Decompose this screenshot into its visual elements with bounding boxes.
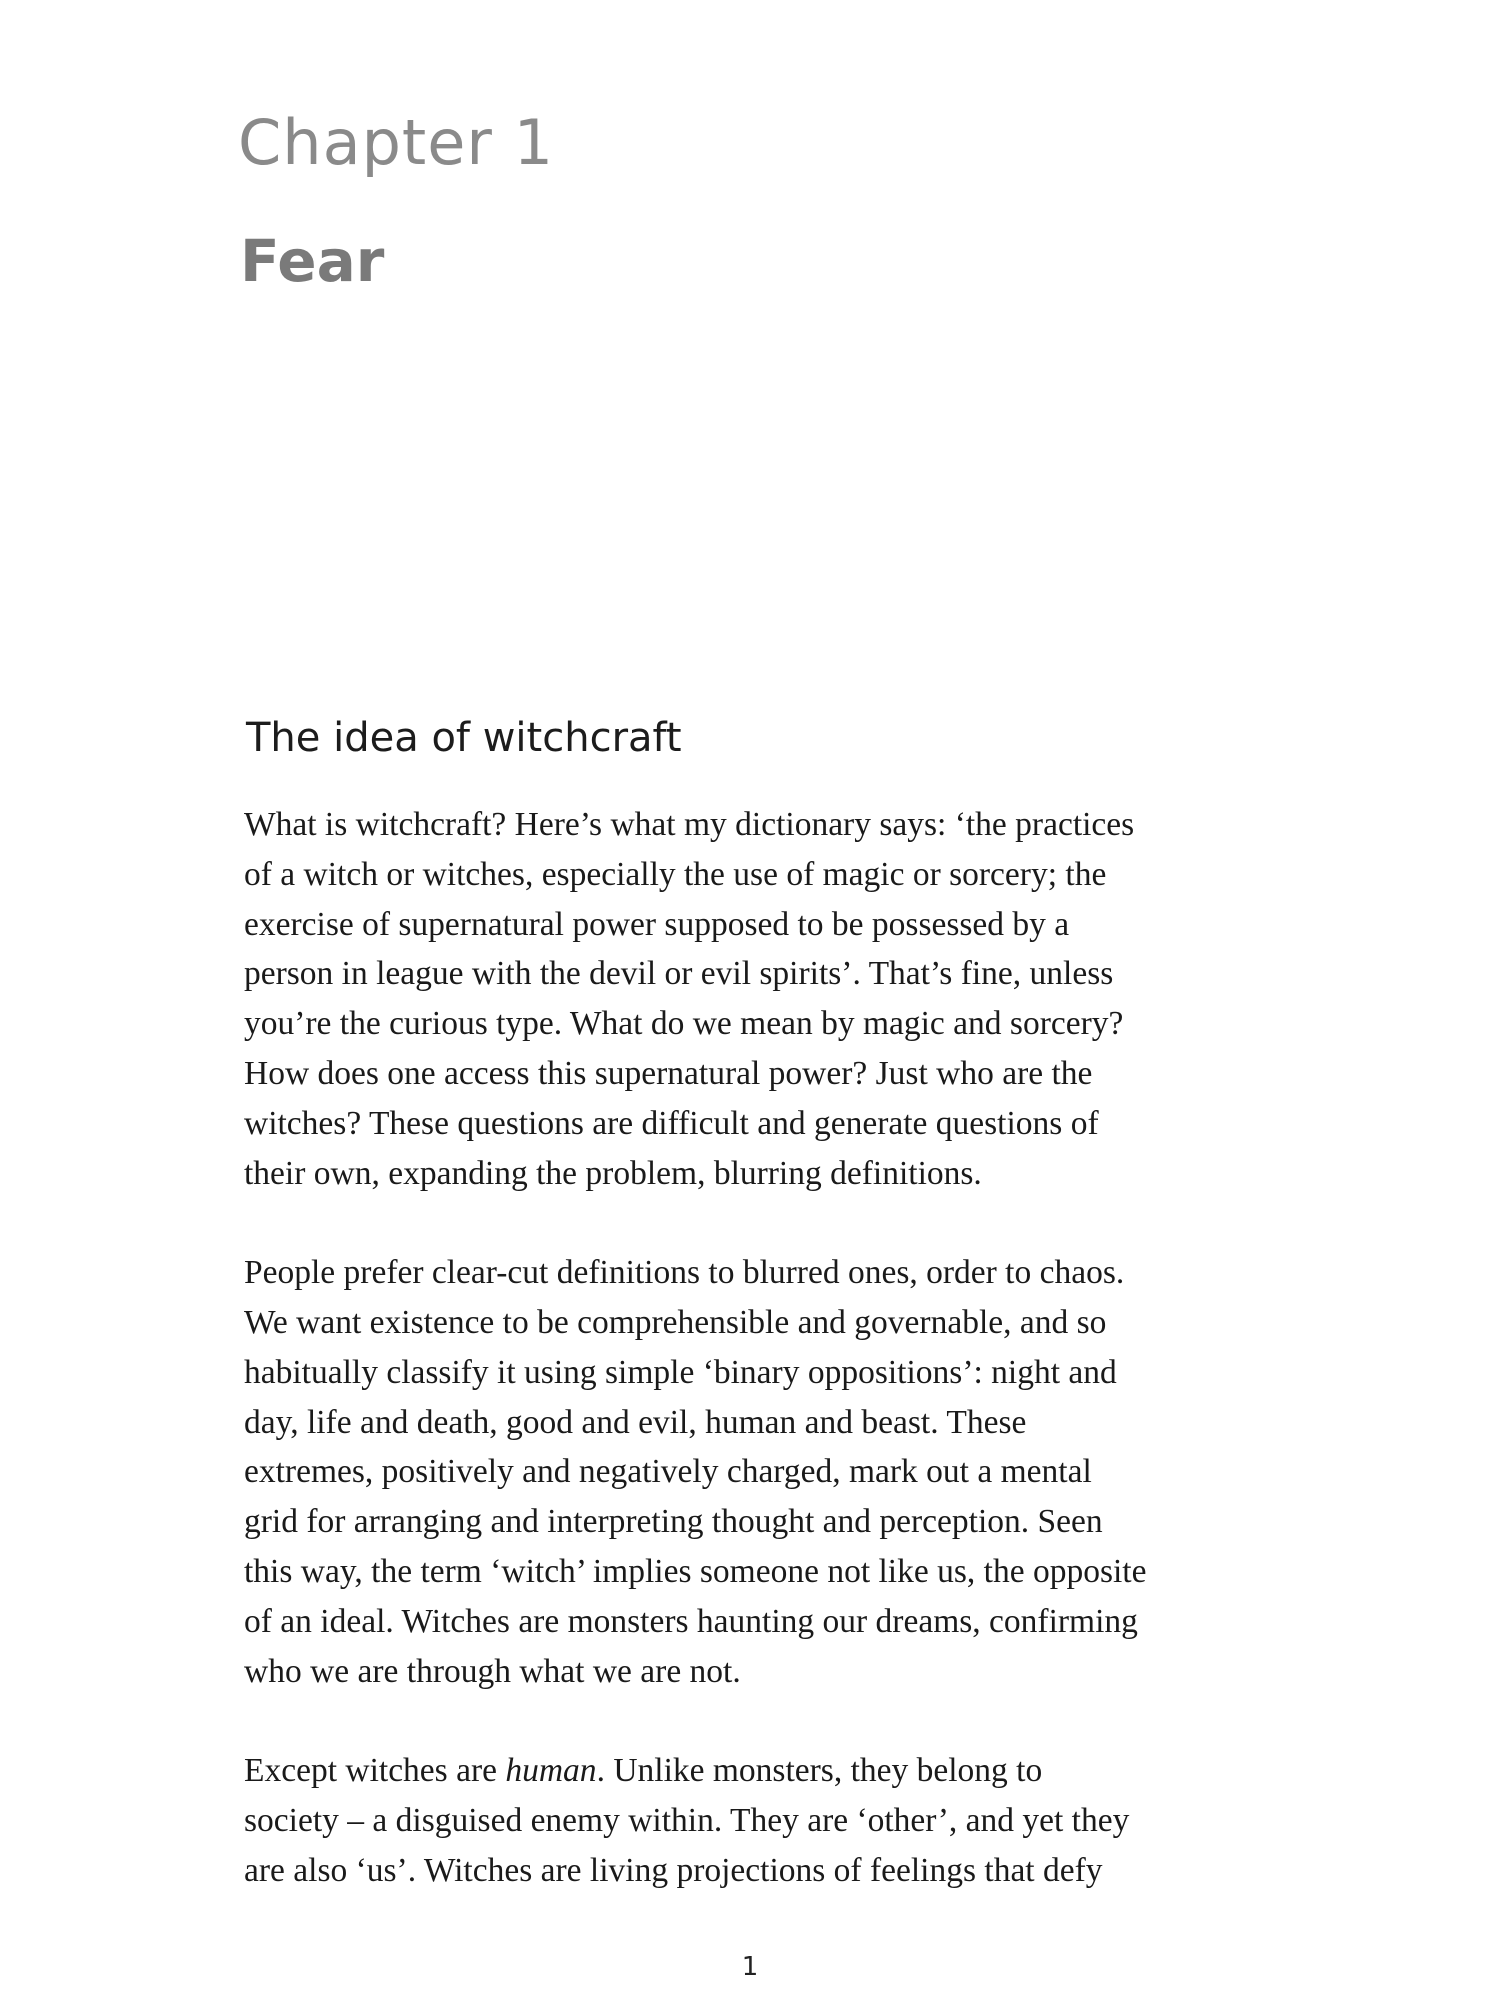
text-line: who we are through what we are not. bbox=[244, 1652, 741, 1690]
text-segment: Except witches are bbox=[244, 1752, 506, 1790]
emphasized-text: human bbox=[505, 1752, 597, 1790]
text-line: grid for arranging and interpreting thought and perception. Seen bbox=[244, 1503, 1103, 1541]
text-line: extremes, positively and negatively charged, mark out a mental bbox=[244, 1453, 1092, 1491]
text-line: person in league with the devil or evil spirits’. That’s fine, unless bbox=[244, 955, 1114, 993]
page-number: 1 bbox=[741, 1952, 759, 1982]
chapter-title: Fear bbox=[240, 227, 385, 295]
text-line: habitually classify it using simple ‘binary oppositions’: night and bbox=[244, 1353, 1117, 1391]
text-line: We want existence to be comprehensible and governable, and so bbox=[244, 1303, 1107, 1341]
text-line: witches? These questions are difficult and generate questions of bbox=[244, 1104, 1099, 1142]
text-line bbox=[244, 1746, 1284, 1796]
text-line: you’re the curious type. What do we mean by magic and sorcery? bbox=[244, 1005, 1124, 1043]
text-line: of a witch or witches, especially the use of magic or sorcery; the bbox=[244, 855, 1107, 893]
text-line: of an ideal. Witches are monsters haunting our dreams, confirming bbox=[244, 1602, 1138, 1640]
text-segment: . Unlike monsters, they belong to bbox=[596, 1752, 1043, 1790]
text-line: their own, expanding the problem, blurring definitions. bbox=[244, 1154, 982, 1192]
paragraph-1 bbox=[244, 800, 1284, 1198]
text-line: People prefer clear-cut definitions to blurred ones, order to chaos. bbox=[244, 1254, 1125, 1292]
paragraph-2 bbox=[244, 1248, 1284, 1696]
text-line: What is witchcraft? Here’s what my dictionary says: ‘the practices bbox=[244, 806, 1135, 843]
text-line: this way, the term ‘witch’ implies someone not like us, the opposite bbox=[244, 1552, 1147, 1590]
paragraph-3 bbox=[244, 1746, 1284, 1895]
text-line: exercise of supernatural power supposed to be possessed by a bbox=[244, 905, 1070, 943]
text-line: society – a disguised enemy within. They are ‘other’, and yet they bbox=[244, 1801, 1130, 1839]
chapter-label: Chapter 1 bbox=[238, 106, 555, 179]
text-line: How does one access this supernatural power? Just who are the bbox=[244, 1054, 1093, 1092]
section-heading: The idea of witchcraft bbox=[246, 715, 682, 761]
text-line: are also ‘us’. Witches are living projections of feelings that defy bbox=[244, 1851, 1103, 1889]
text-line: day, life and death, good and evil, human and beast. These bbox=[244, 1403, 1027, 1441]
body-text bbox=[244, 800, 1284, 1945]
